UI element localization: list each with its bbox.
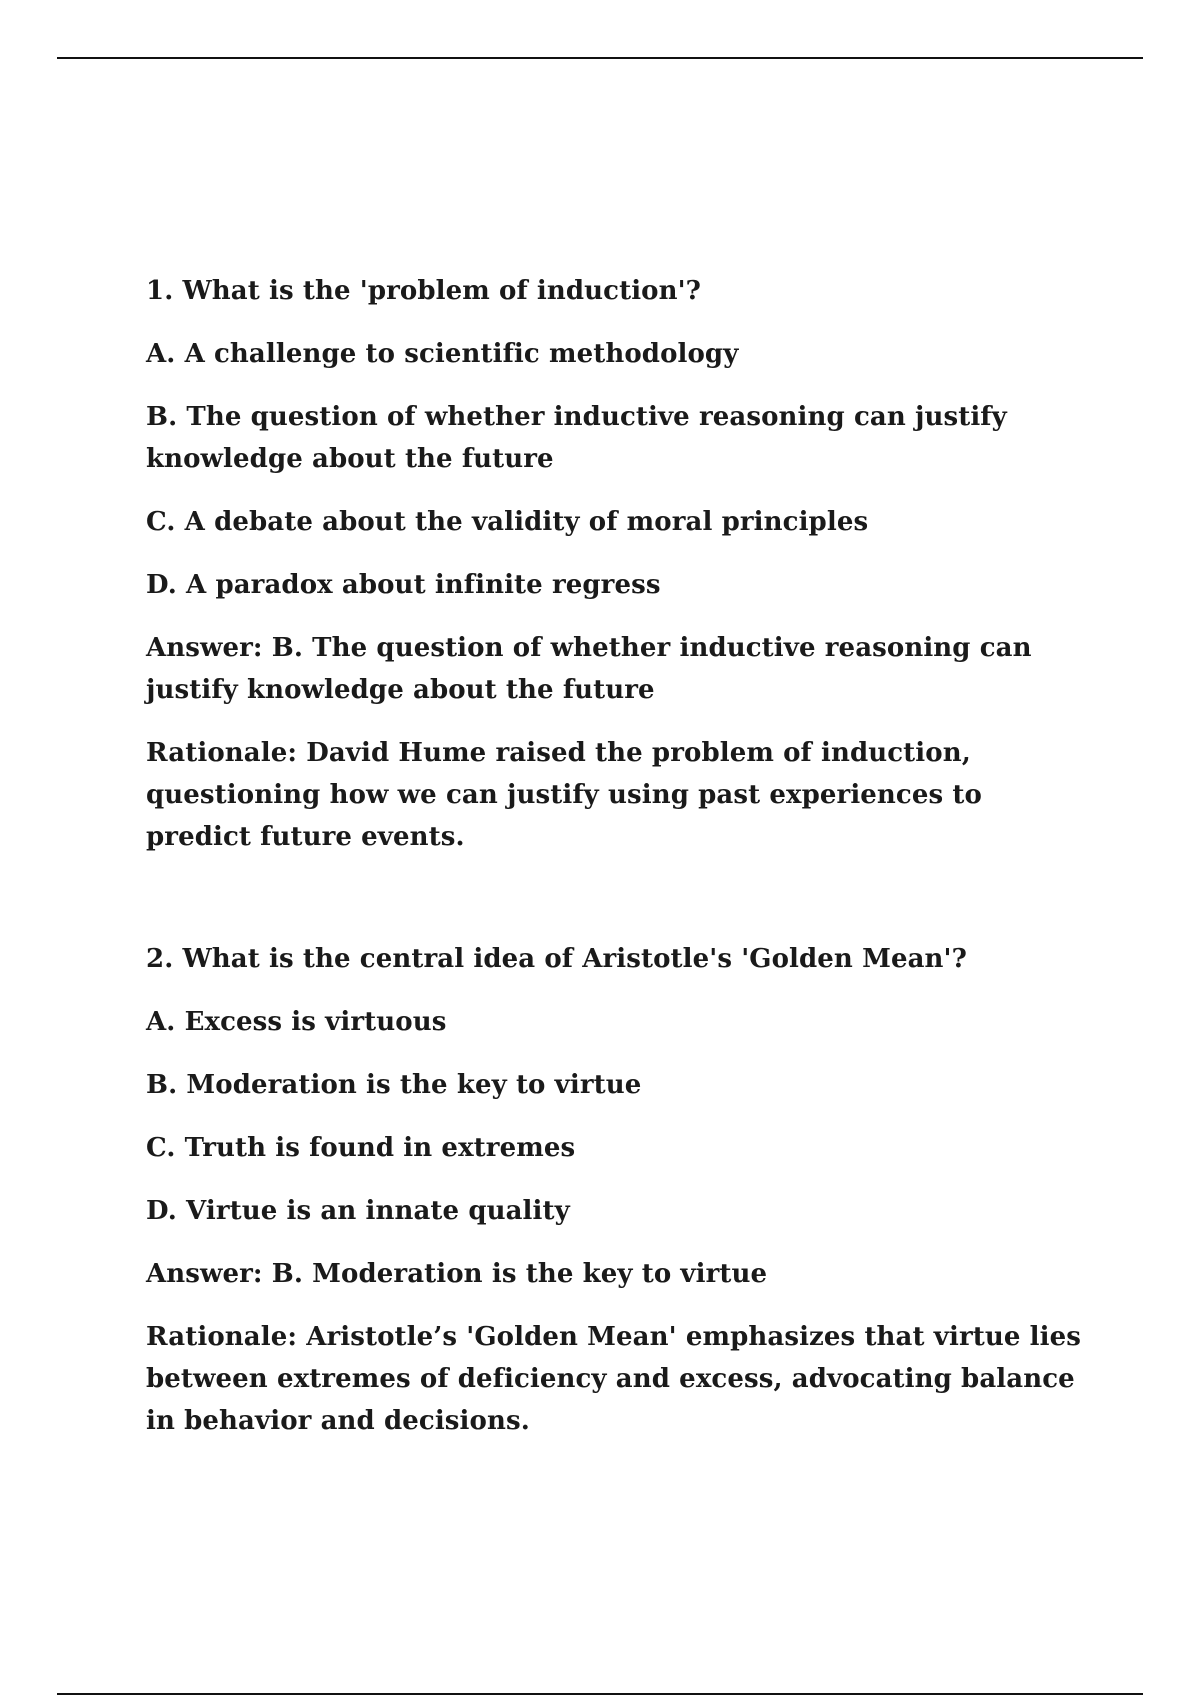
option-b: B. The question of whether inductive reasoning can justify knowledge about the future <box>146 402 1007 474</box>
document-body <box>146 270 1086 1442</box>
question-block-1 <box>146 270 1086 858</box>
header-rule <box>57 57 1143 59</box>
option-b: B. Moderation is the key to virtue <box>146 1070 642 1100</box>
question-text: 1. What is the 'problem of induction'? <box>146 276 702 306</box>
question-text: 2. What is the central idea of Aristotle's 'Golden Mean'? <box>146 944 967 974</box>
answer-text: Answer: B. The question of whether inductive reasoning can justify knowledge about the future <box>146 633 1032 705</box>
option-c: C. Truth is found in extremes <box>146 1133 576 1163</box>
question-block-2 <box>146 938 1086 1442</box>
option-a: A. Excess is virtuous <box>146 1007 447 1037</box>
answer-text: Answer: B. Moderation is the key to virtue <box>146 1259 768 1289</box>
footer-rule <box>57 1693 1143 1695</box>
option-c: C. A debate about the validity of moral principles <box>146 507 869 537</box>
option-d: D. Virtue is an innate quality <box>146 1196 570 1226</box>
rationale-text: Rationale: David Hume raised the problem of induction, questioning how we can justify using past experiences to predict future events. <box>146 738 982 852</box>
option-a: A. A challenge to scientific methodology <box>146 339 739 369</box>
option-d: D. A paradox about infinite regress <box>146 570 661 600</box>
rationale-text: Rationale: Aristotle’s 'Golden Mean' emphasizes that virtue lies between extremes of deficiency and excess, advocating balance in behavior and decisions. <box>146 1322 1081 1436</box>
